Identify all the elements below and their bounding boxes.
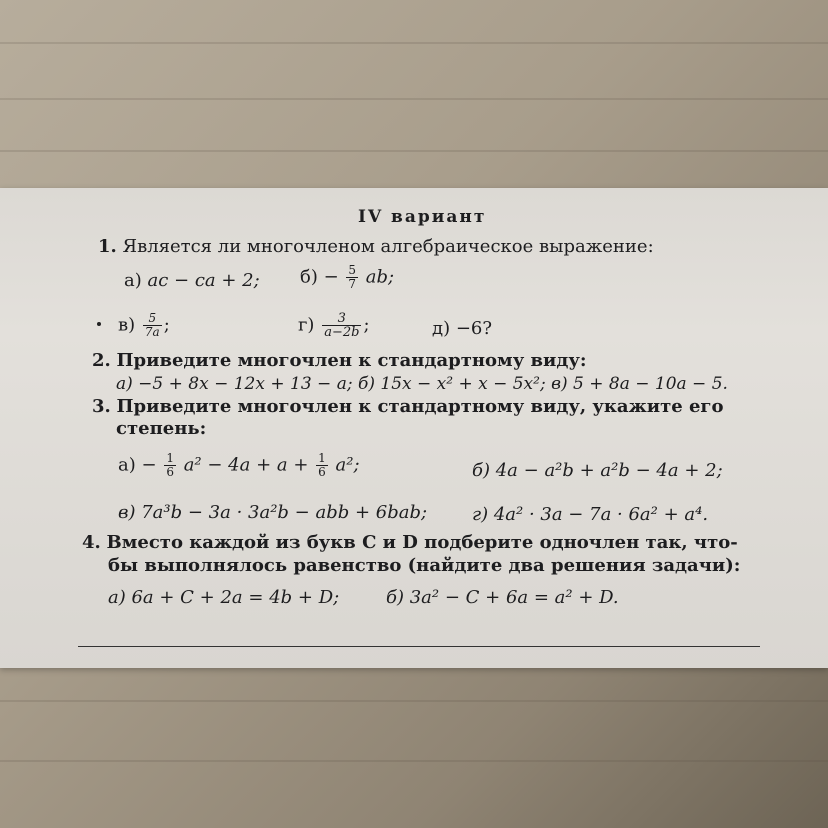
task-2-items: а) −5 + 8x − 12x + 13 − a; б) 15x − x² + x − 5x²; в) 5 + 8a − 10a − 5. [116, 374, 728, 394]
option-expression: ac − ca + 2; [147, 270, 260, 291]
numerator: 1 [166, 451, 174, 465]
option-label: д) [432, 318, 451, 339]
task-1-number: 1. [98, 236, 117, 257]
divider-line [78, 646, 760, 647]
task-4-option-b: б) 3a² − C + 6a = a² + D. [386, 587, 619, 608]
fraction [346, 264, 358, 291]
task-1-option-b [300, 264, 394, 291]
denominator: 6 [166, 465, 174, 479]
numerator: 1 [318, 451, 326, 465]
task-4-text: Вместо каждой из букв C и D подберите одночлен так, что- [106, 532, 738, 553]
option-label: а) [124, 270, 142, 291]
task-4-option-a: а) 6a + C + 2a = 4b + D; [108, 587, 340, 608]
denominator: a−2b [324, 325, 360, 340]
task-2-statement [92, 350, 587, 372]
task-3-text: Приведите многочлен к стандартному виду, укажите его [116, 396, 724, 417]
pen-dot [97, 322, 101, 326]
fraction [164, 452, 176, 479]
task-3-statement [92, 396, 723, 418]
variant-title: IV вариант [358, 207, 487, 227]
denominator: 7 [348, 277, 357, 291]
task-3-text-continued: степень: [116, 418, 207, 439]
task-1-option-d [432, 318, 492, 340]
task-1-statement [98, 236, 654, 258]
task-4-text-continued: бы выполнялось равенство (найдите два решения задачи): [108, 555, 741, 576]
task-1-text: Является ли многочленом алгебраическое выражение: [122, 236, 654, 257]
option-expression: ab; [365, 266, 395, 288]
task-1-option-a [124, 270, 260, 292]
task-4-statement [82, 532, 738, 554]
option-label: б) [300, 266, 318, 288]
task-3-option-a [118, 452, 360, 479]
fraction [143, 312, 162, 339]
minus-sign: − [141, 454, 157, 476]
task-1-option-g [298, 312, 370, 339]
option-label: в) [118, 314, 136, 336]
task-3-option-v: в) 7a³b − 3a · 3a²b − abb + 6bab; [118, 502, 428, 523]
task-1-option-v [118, 312, 170, 339]
denominator: 7a [144, 325, 160, 339]
minus-sign: − [323, 266, 339, 288]
numerator: 5 [148, 311, 157, 325]
task-4-number: 4. [82, 532, 101, 553]
denominator: 6 [318, 465, 326, 479]
task-3-option-b: б) 4a − a²b + a²b − 4a + 2; [472, 460, 723, 481]
option-expression: a²; [335, 454, 360, 476]
fraction [316, 452, 328, 479]
fraction [322, 312, 361, 339]
task-2-number: 2. [92, 350, 111, 371]
option-label: г) [298, 314, 315, 336]
option-expression: −6? [455, 318, 493, 339]
semicolon: ; [363, 314, 370, 336]
task-3-option-g: г) 4a² · 3a − 7a · 6a² + a⁴. [472, 504, 709, 525]
numerator: 3 [337, 311, 346, 326]
numerator: 5 [348, 263, 357, 277]
task-3-number: 3. [92, 396, 111, 417]
task-2-text: Приведите многочлен к стандартному виду: [116, 350, 587, 371]
option-expression: a² − 4a + a + [183, 454, 309, 476]
semicolon: ; [163, 314, 170, 336]
option-label: а) [118, 454, 136, 476]
